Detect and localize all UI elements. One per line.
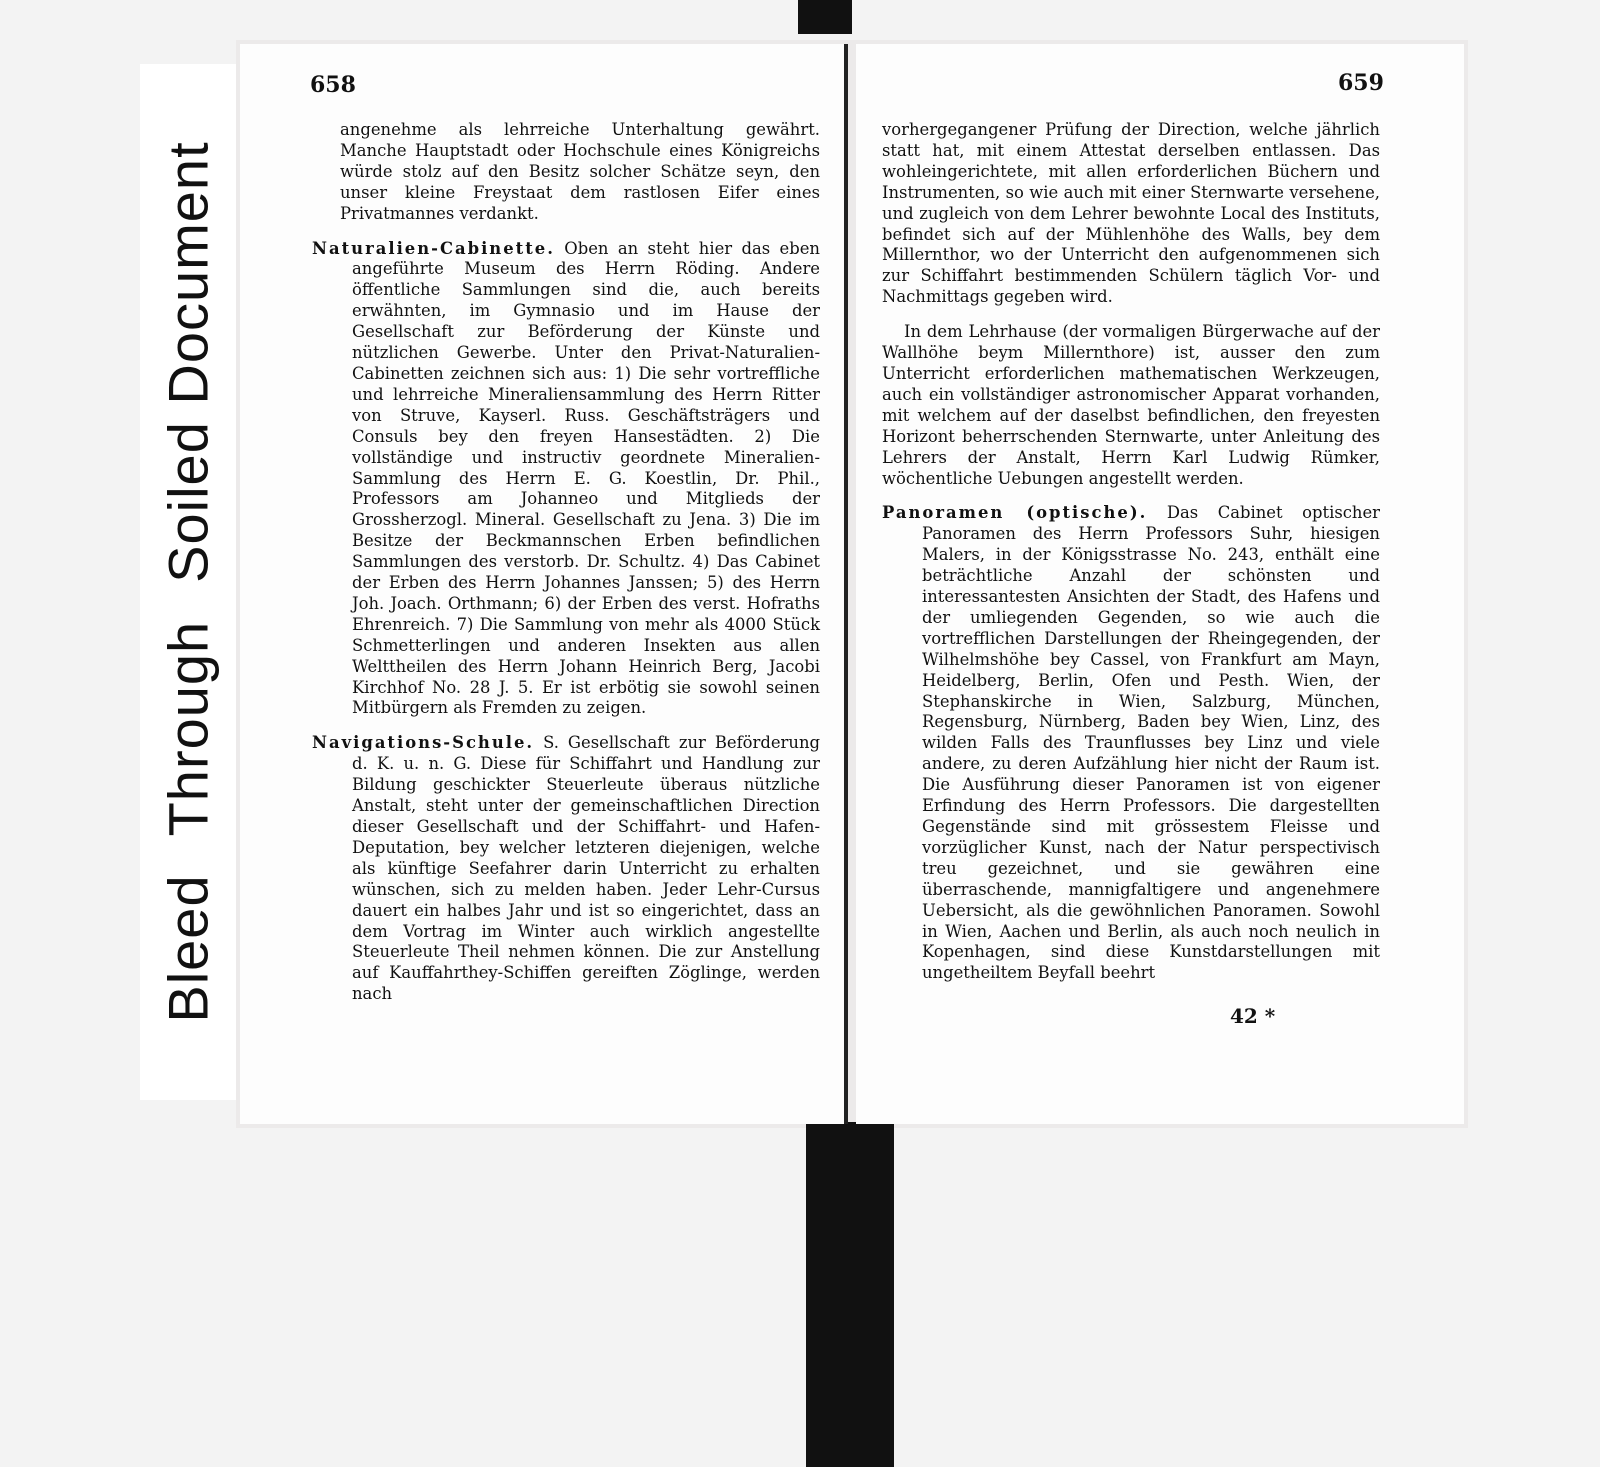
- entry-body-panoramen: Das Cabinet optischer Panoramen des Herrn Professors Suhr, hiesigen Malers, in der Königsstrasse No. 243, enthält eine beträchtliche Anzahl der schönsten und interessantesten Ansichten der Stadt, des Hafens und der umliegenden Gegenden, so wie auch die vortrefflichen Darstellungen der Rheingegenden, der Wilhelmshöhe bey Cassel, von Frankfurt am Mayn, Heidelberg, Berlin, Ofen und Pesth. Wien, der Stephanskirche in Wien, Salzburg, München, Regensburg, Nürnberg, Baden bey Wien, Linz, des wilden Falls des Traunflusses bey Linz und viele andere, zu deren Aufzählung hier nicht der Raum ist. Die Ausführung dieser Panoramen ist von eigener Erfindung des Herrn Professors. Die dargestellten Gegenstände sind mit grössestem Fleisse und vorzüglicher Kunst, nach der Natur perspectivisch treu gezeichnet, und sie gewähren eine überraschende, mannigfaltigere und angenehmere Uebersicht, als die gewöhnlichen Panoramen. Sowohl in Wien, Aachen und Berlin, als auch noch neulich in Kopenhagen, sind diese Kunstdarstellungen mit ungetheiltem Beyfall beehrt: [922, 503, 1380, 983]
- binding-tab-top: [798, 0, 852, 34]
- left-page-text: [312, 120, 820, 1005]
- left-continuation-paragraph: angenehme als lehrreiche Unterhaltung gewährt. Manche Hauptstadt oder Hochschule eines Königreichs würde stolz auf den Besitz solcher Schätze seyn, den unser kleine Freystaat dem rastlosen Eifer eines Privatmannes verdankt.: [340, 120, 820, 223]
- entry-term-naturalien: Naturalien-Cabinette.: [312, 238, 555, 258]
- right-paragraph-lehrhaus: In dem Lehrhause (der vormaligen Bürgerwache auf der Wallhöhe beym Millernthore) ist, ausser den zum Unterricht erforderlichen mathematischen Werkzeugen, auch ein vollständiger astronomischer Apparat vorhanden, mit welchem auf der daselbst befindlichen, den freyesten Horizont beherrschenden Sternwarte, unter Anleitung des Lehrers der Anstalt, Herrn Karl Ludwig Rümker, wöchentliche Uebungen angestellt werden.: [882, 322, 1380, 488]
- signature-mark: 42 *: [1230, 1004, 1276, 1028]
- entry-naturalien-cabinette: [312, 239, 820, 720]
- entry-body-navigation: S. Gesellschaft zur Beförderung d. K. u. n. G. Diese für Schiffahrt und Handlung zur Bildung geschickter Steuerleute überaus nützliche Anstalt, steht unter der gemeinschaftlichen Direction dieser Gesellschaft und der Schiffahrt- und Hafen-Deputation, bey welcher letzteren diejenigen, welche als künftige Seefahrer darin Unterricht zu erhalten wünschen, sich zu melden haben. Jeder Lehr-Cursus dauert ein halbes Jahr und ist so eingerichtet, dass an dem Vortrag im Winter auch wirklich angestellte Steuerleute Theil nehmen können. Die zur Anstellung auf Kauffahrthey-Schiffen gereiften Zöglinge, werden nach: [352, 733, 820, 1004]
- entry-panoramen: [882, 503, 1380, 984]
- entry-body-naturalien: Oben an steht hier das eben angeführte Museum des Herrn Röding. Andere öffentliche Sammlungen sind die, auch bereits erwähnten, im Gymnasio und im Hause der Gesellschaft zur Beförderung der Künste und nützlichen Gewerbe. Unter den Privat-Naturalien-Cabinetten zeichnen sich aus: 1) Die sehr vortreffliche und lehrreiche Mineraliensammlung des Herrn Ritter von Struve, Kayserl. Russ. Geschäftsträgers und Consuls bey den freyen Hansestädten. 2) Die vollständige und instructiv geordnete Mineralien-Sammlung des Herrn E. G. Koestlin, Dr. Phil., Professors am Johanneo und Mitglieds der Grossherzogl. Mineral. Gesellschaft zu Jena. 3) Die im Besitze der Beckmannschen Erben befindlichen Sammlungen des verstorb. Dr. Schultz. 4) Das Cabinet der Erben des Herrn Johannes Janssen; 5) des Herrn Joh. Joach. Orthmann; 6) der Erben des verst. Hofraths Ehrenreich. 7) Die Sammlung von mehr als 4000 Stück Schmetterlingen und anderen Insekten aus allen Welttheilen des Herrn Johann Heinrich Berg, Jacobi Kirchhof No. 28 J. 5. Er ist erbötig sie sowohl seinen Mitbürgern als Fremden zu zeigen.: [352, 238, 820, 718]
- label-word-bleed: Bleed: [156, 874, 220, 1023]
- left-page-number: 658: [310, 72, 356, 98]
- binding-tab-bottom: [806, 1122, 894, 1467]
- right-page-text: [882, 120, 1380, 984]
- condition-label-text: [156, 141, 221, 1022]
- label-word-through: Through: [156, 620, 220, 837]
- entry-term-panoramen: Panoramen (optische).: [882, 503, 1148, 523]
- right-continuation-paragraph: vorhergegangener Prüfung der Direction, welche jährlich statt hat, mit einem Attestat derselben entlassen. Das wohleingerichtete, mit allen erforderlichen Büchern und Instrumenten, so wie auch mit einer Sternwarte versehene, und zugleich von dem Lehrer bewohnte Local des Instituts, befindet sich auf der Mühlenhöhe des Walls, bey dem Millernthor, wo der Unterricht den aufgenommenen sich zur Schiffahrt bestimmenden Schülern täglich Vor- und Nachmittags gegeben wird.: [882, 120, 1380, 307]
- label-word-soiled: Soiled Document: [156, 141, 220, 583]
- entry-navigations-schule: [312, 733, 820, 1005]
- entry-term-navigation: Navigations-Schule.: [312, 733, 535, 753]
- right-page-number: 659: [1338, 70, 1384, 96]
- book-gutter: [844, 44, 848, 1124]
